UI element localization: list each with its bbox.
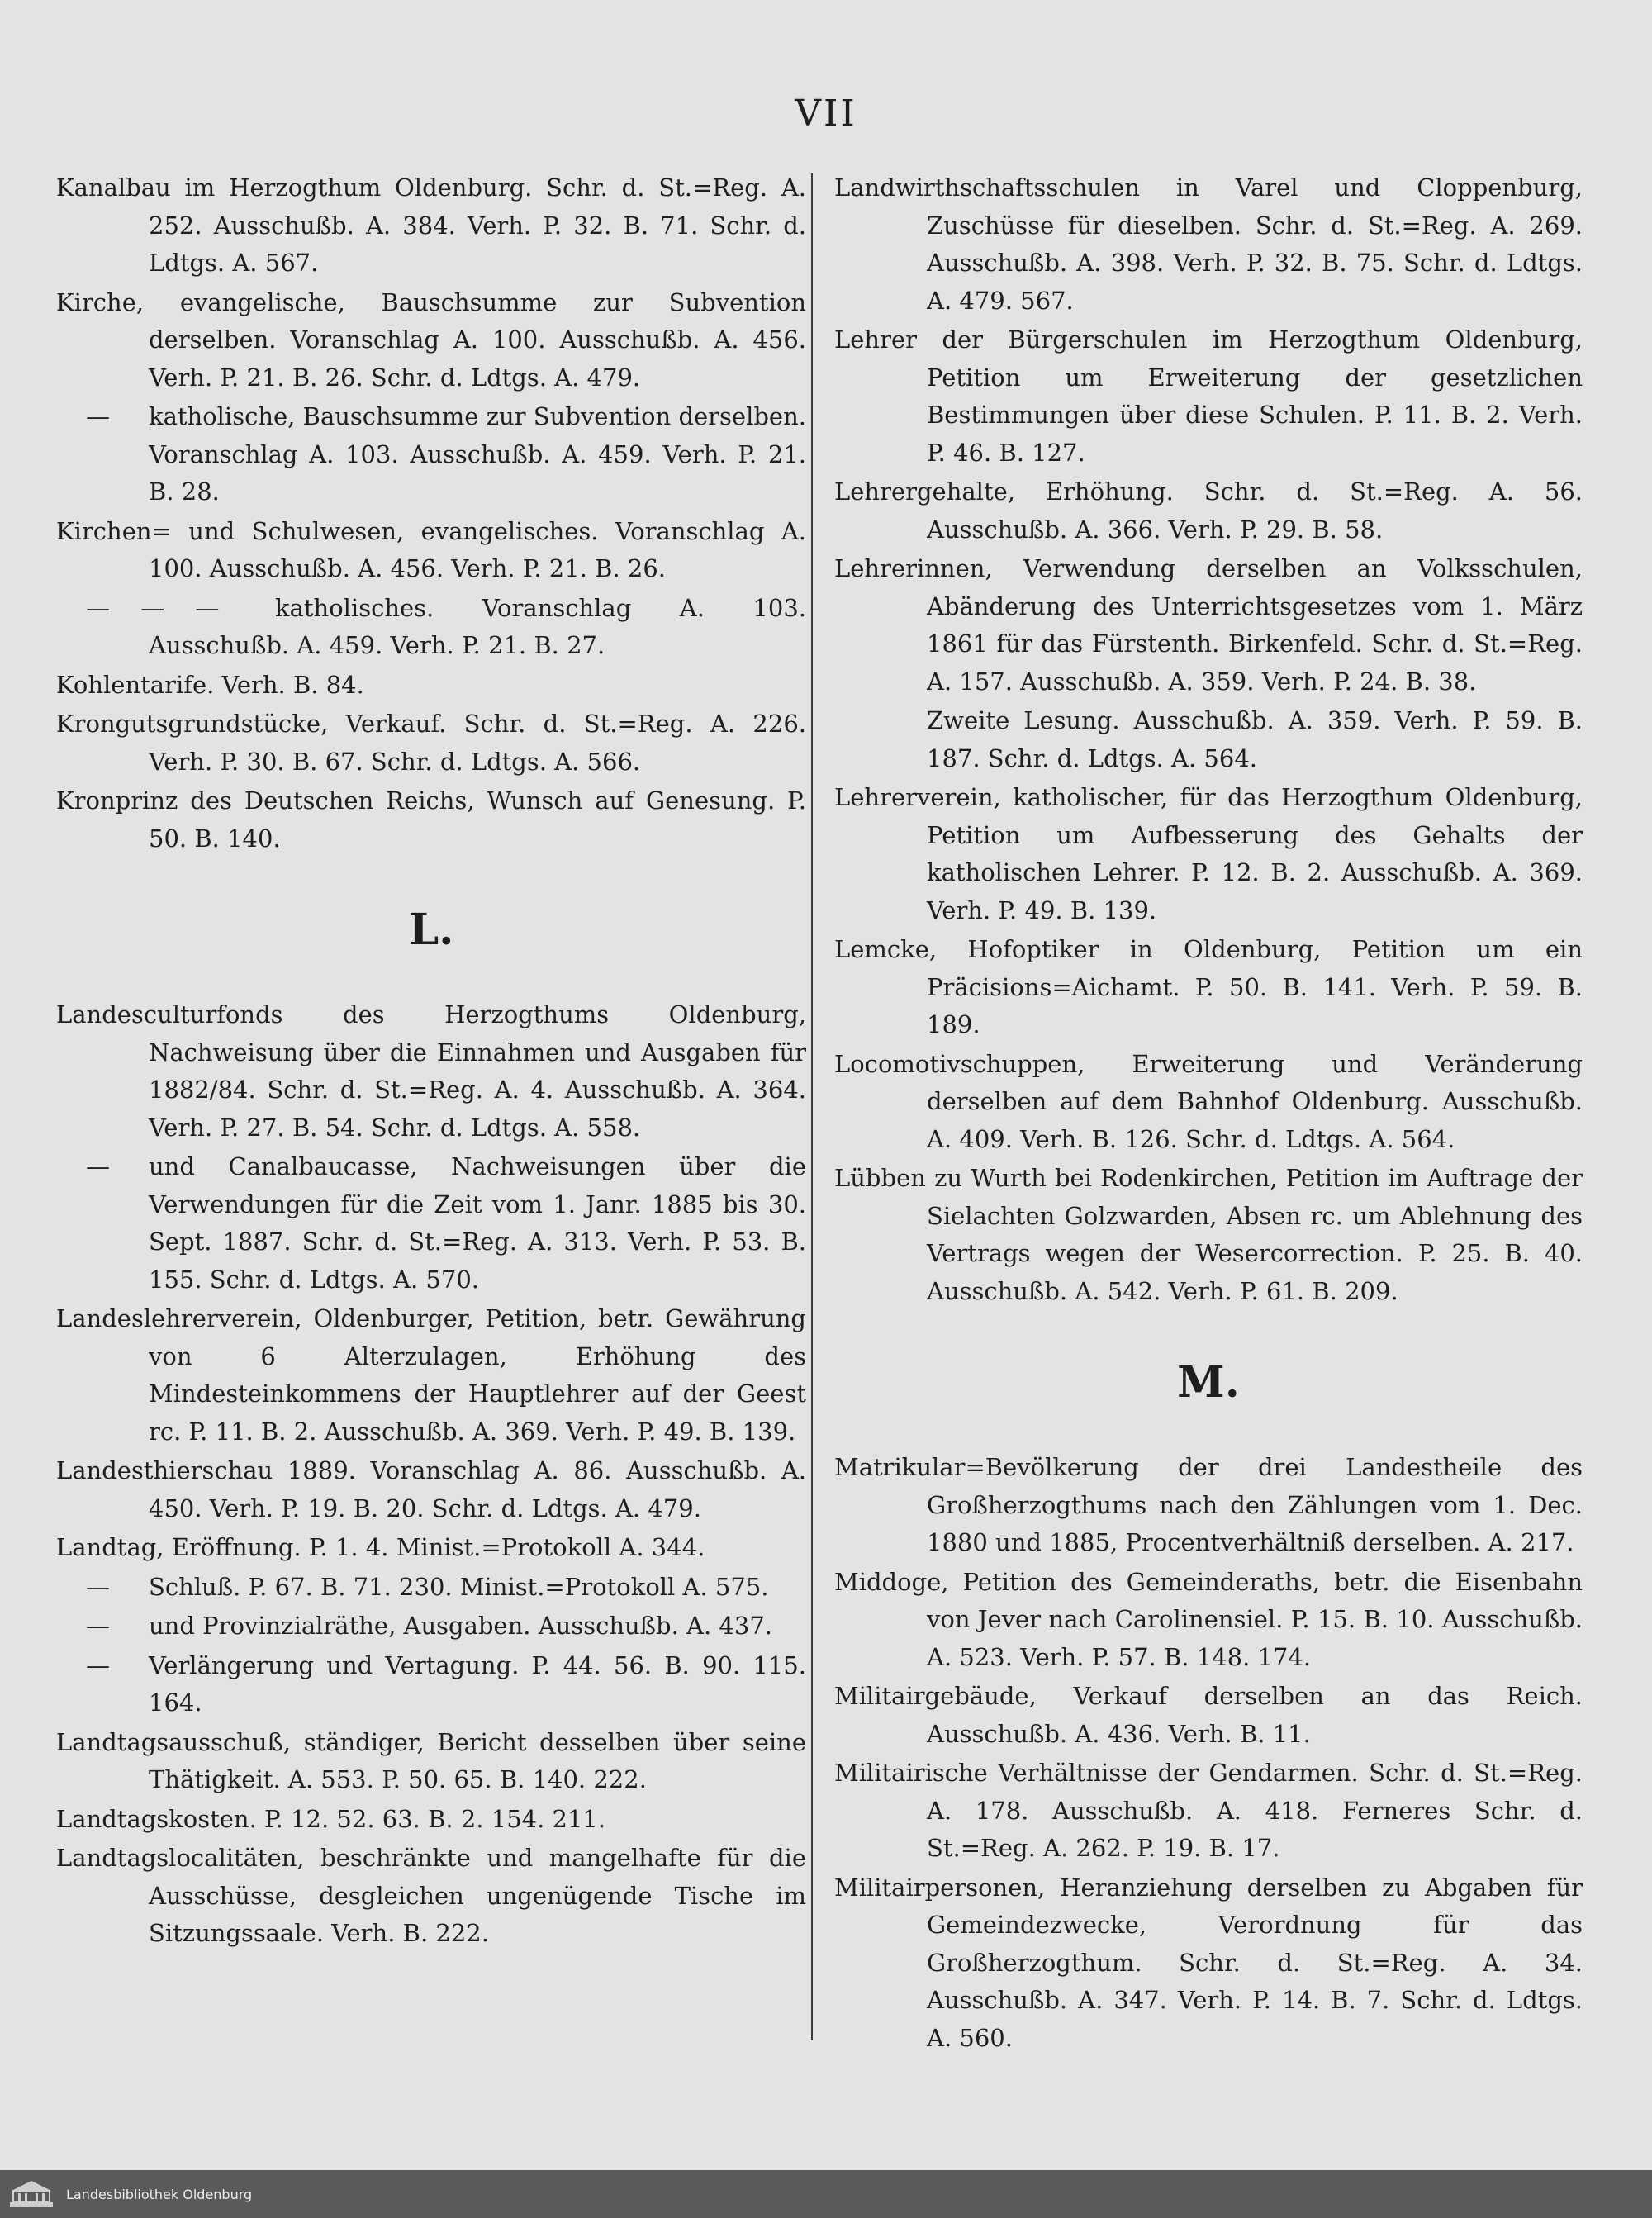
index-column-right xyxy=(834,169,1583,2059)
index-entry xyxy=(834,550,1583,701)
entry-text: Locomotivschuppen, Erweiterung und Veränderung derselben auf dem Bahnhof Oldenburg. Ausschußb. A. 409. Verh. B. 126. Schr. d. Ldtgs. A. 564. xyxy=(834,1049,1583,1153)
entry-text: Kirchen= und Schulwesen, evangelisches. Voranschlag A. 100. Ausschußb. A. 456. Verh. P. 21. B. 26. xyxy=(56,516,806,582)
entry-text: und Canalbaucasse, Nachweisungen über die Verwendungen für die Zeit vom 1. Janr. 1885 bis 30. Sept. 1887. Schr. d. St.=Reg. A. 313. Verh. P. 53. B. 155. Schr. d. Ldtgs. A. 570. xyxy=(149,1152,806,1294)
index-entry xyxy=(56,1840,806,1953)
entry-text: Lemcke, Hofoptiker in Oldenburg, Petition um ein Präcisions=Aichamt. P. 50. B. 141. Verh. P. 59. B. 189. xyxy=(834,935,1583,1038)
index-entry xyxy=(834,1564,1583,1677)
index-entry xyxy=(834,702,1583,777)
entry-text: Landwirthschaftsschulen in Varel und Cloppenburg, Zuschüsse für dieselben. Schr. d. St.=Reg. A. 269. Ausschußb. A. 398. Verh. P. 32. B. 75. Schr. d. Ldtgs. A. 479. 567. xyxy=(834,173,1583,315)
entry-text: Verlängerung und Vertagung. P. 44. 56. B. 90. 115. 164. xyxy=(149,1650,806,1717)
index-entry xyxy=(834,1160,1583,1310)
index-entry xyxy=(834,931,1583,1044)
index-entry xyxy=(56,1569,806,1607)
entry-text: Landesthierschau 1889. Voranschlag A. 86. Ausschußb. A. 450. Verh. P. 19. B. 20. Schr. d. Ldtgs. A. 479. xyxy=(56,1456,806,1522)
entry-text: Landesculturfonds des Herzogthums Oldenburg, Nachweisung über die Einnahmen und Ausgaben für 1882/84. Schr. d. St.=Reg. A. 4. Ausschußb. A. 364. Verh. P. 27. B. 54. Schr. d. Ldtgs. A. 558. xyxy=(56,1000,806,1142)
index-entry xyxy=(56,398,806,511)
entry-text: Kirche, evangelische, Bauschsumme zur Subvention derselben. Voranschlag A. 100. Ausschußb. A. 456. Verh. P. 21. B. 26. Schr. d. Ldtgs. A. 479. xyxy=(56,287,806,392)
entry-text: Militairische Verhältnisse der Gendarmen. Schr. d. St.=Reg. A. 178. Ausschußb. A. 418. Ferneres Schr. d. St.=Reg. A. 262. P. 19. B. 17. xyxy=(834,1759,1583,1862)
ditto-dash: — xyxy=(86,1152,110,1180)
entry-text: katholisches. Voranschlag A. 103. Ausschußb. A. 459. Verh. P. 21. B. 27. xyxy=(149,593,806,659)
entry-text: Lehrergehalte, Erhöhung. Schr. d. St.=Reg. A. 56. Ausschußb. A. 366. Verh. P. 29. B. 58. xyxy=(834,477,1583,544)
library-building-icon xyxy=(8,2178,55,2211)
entry-text: Lehrer der Bürgerschulen im Herzogthum Oldenburg, Petition um Erweiterung der gesetzlichen Bestimmungen über diese Schulen. P. 11. B. 2. Verh. P. 46. B. 127. xyxy=(834,325,1583,467)
entry-text: und Provinzialräthe, Ausgaben. Ausschußb. A. 437. xyxy=(149,1612,773,1640)
index-entry xyxy=(56,996,806,1147)
index-column-left xyxy=(56,169,806,1954)
entry-text: katholische, Bauschsumme zur Subvention derselben. Voranschlag A. 103. Ausschußb. A. 459. Verh. P. 21. B. 28. xyxy=(149,402,806,506)
entry-text: Landtagsausschuß, ständiger, Bericht desselben über seine Thätigkeit. A. 553. P. 50. 65. B. 140. 222. xyxy=(56,1727,806,1793)
entry-text: Kronprinz des Deutschen Reichs, Wunsch auf Genesung. P. 50. B. 140. xyxy=(56,786,806,853)
index-entry xyxy=(56,1801,806,1839)
entry-text: Landeslehrerverein, Oldenburger, Petition, betr. Gewährung von 6 Alterzulagen, Erhöhung des Mindesteinkommens der Hauptlehrer auf der Geest rc. P. 11. B. 2. Ausschußb. A. 369. Verh. P. 49. B. 139. xyxy=(56,1304,806,1446)
index-entry xyxy=(834,779,1583,929)
ditto-dash: — xyxy=(86,402,110,430)
index-entry xyxy=(834,1046,1583,1159)
index-entry xyxy=(834,169,1583,320)
right-entries-l xyxy=(834,169,1583,1310)
library-name: Landesbibliothek Oldenburg xyxy=(66,2186,253,2202)
page-number: VII xyxy=(795,93,857,135)
left-entries-k xyxy=(56,169,806,857)
entry-text: Krongutsgrundstücke, Verkauf. Schr. d. St.=Reg. A. 226. Verh. P. 30. B. 67. Schr. d. Ldtgs. A. 566. xyxy=(56,710,806,776)
ditto-dash: — — — xyxy=(86,593,231,622)
index-entry xyxy=(56,169,806,283)
index-entry xyxy=(56,1608,806,1646)
index-entry xyxy=(56,1452,806,1527)
index-entry xyxy=(56,1647,806,1722)
entry-text: Lehrerinnen, Verwendung derselben an Volksschulen, Abänderung des Unterrichtsgesetzes vom 1. März 1861 für das Fürstenth. Birkenfeld. Schr. d. St.=Reg. A. 157. Ausschußb. A. 359. Verh. P. 24. B. 38. xyxy=(834,554,1583,696)
entry-text: Militairgebäude, Verkauf derselben an das Reich. Ausschußb. A. 436. Verh. B. 11. xyxy=(834,1682,1583,1748)
entry-text: Matrikular=Bevölkerung der drei Landestheile des Großherzogthums nach den Zählungen vom 1. Dec. 1880 und 1885, Procentverhältniß derselben. A. 217. xyxy=(834,1453,1583,1556)
entry-text: Schluß. P. 67. B. 71. 230. Minist.=Protokoll A. 575. xyxy=(149,1572,769,1601)
index-entry xyxy=(56,590,806,665)
left-entries-l xyxy=(56,996,806,1953)
right-entries-m xyxy=(834,1449,1583,2057)
index-entry xyxy=(56,284,806,397)
index-entry xyxy=(56,1148,806,1299)
entry-text: Landtagslocalitäten, beschränkte und mangelhafte für die Ausschüsse, desgleichen ungenügende Tische im Sitzungssaale. Verh. B. 222. xyxy=(56,1844,806,1947)
entry-text: Militairpersonen, Heranziehung derselben zu Abgaben für Gemeindezwecke, Verordnung für das Großherzogthum. Schr. d. St.=Reg. A. 34. Ausschußb. A. 347. Verh. P. 14. B. 7. Schr. d. Ldtgs. A. 560. xyxy=(834,1873,1583,2052)
entry-text: Middoge, Petition des Gemeinderaths, betr. die Eisenbahn von Jever nach Carolinensiel. P. 15. B. 10. Ausschußb. A. 523. Verh. P. 57. B. 148. 174. xyxy=(834,1567,1583,1671)
section-letter-l: L. xyxy=(408,905,454,955)
index-entry xyxy=(56,705,806,781)
entry-text: Landtagskosten. P. 12. 52. 63. B. 2. 154. 211. xyxy=(56,1804,606,1833)
section-letter-m: M. xyxy=(1177,1357,1240,1408)
entry-text: Landtag, Eröffnung. P. 1. 4. Minist.=Protokoll A. 344. xyxy=(56,1533,705,1561)
index-entry xyxy=(56,667,806,705)
ditto-dash: — xyxy=(86,1572,110,1601)
index-entry xyxy=(834,1869,1583,2058)
index-entry xyxy=(834,1449,1583,1562)
entry-text: Zweite Lesung. Ausschußb. A. 359. Verh. P. 59. B. 187. Schr. d. Ldtgs. A. 564. xyxy=(927,706,1583,772)
index-entry xyxy=(834,1755,1583,1868)
ditto-dash: — xyxy=(86,1612,110,1640)
entry-text: Lehrerverein, katholischer, für das Herzogthum Oldenburg, Petition um Aufbesserung des Gehalts der katholischen Lehrer. P. 12. B. 2. Ausschußb. A. 369. Verh. P. 49. B. 139. xyxy=(834,783,1583,924)
index-entry xyxy=(56,1724,806,1799)
ditto-dash: — xyxy=(86,1650,110,1679)
index-entry xyxy=(834,473,1583,549)
index-entry xyxy=(56,513,806,588)
entry-text: Lübben zu Wurth bei Rodenkirchen, Petition im Auftrage der Sielachten Golzwarden, Absen rc. um Ablehnung des Vertrags wegen der Wesercorrection. P. 25. B. 40. Ausschußb. A. 542. Verh. P. 61. B. 209. xyxy=(834,1164,1583,1305)
entry-text: Kanalbau im Herzogthum Oldenburg. Schr. d. St.=Reg. A. 252. Ausschußb. A. 384. Verh. P. 32. B. 71. Schr. d. Ldtgs. A. 567. xyxy=(56,173,806,277)
index-entry xyxy=(834,321,1583,472)
entry-text: Kohlentarife. Verh. B. 84. xyxy=(56,670,364,699)
index-entry xyxy=(56,782,806,857)
column-divider xyxy=(811,173,813,2040)
footer-bar xyxy=(0,2170,1652,2218)
index-entry xyxy=(834,1678,1583,1753)
index-entry xyxy=(56,1529,806,1567)
index-entry xyxy=(56,1300,806,1451)
